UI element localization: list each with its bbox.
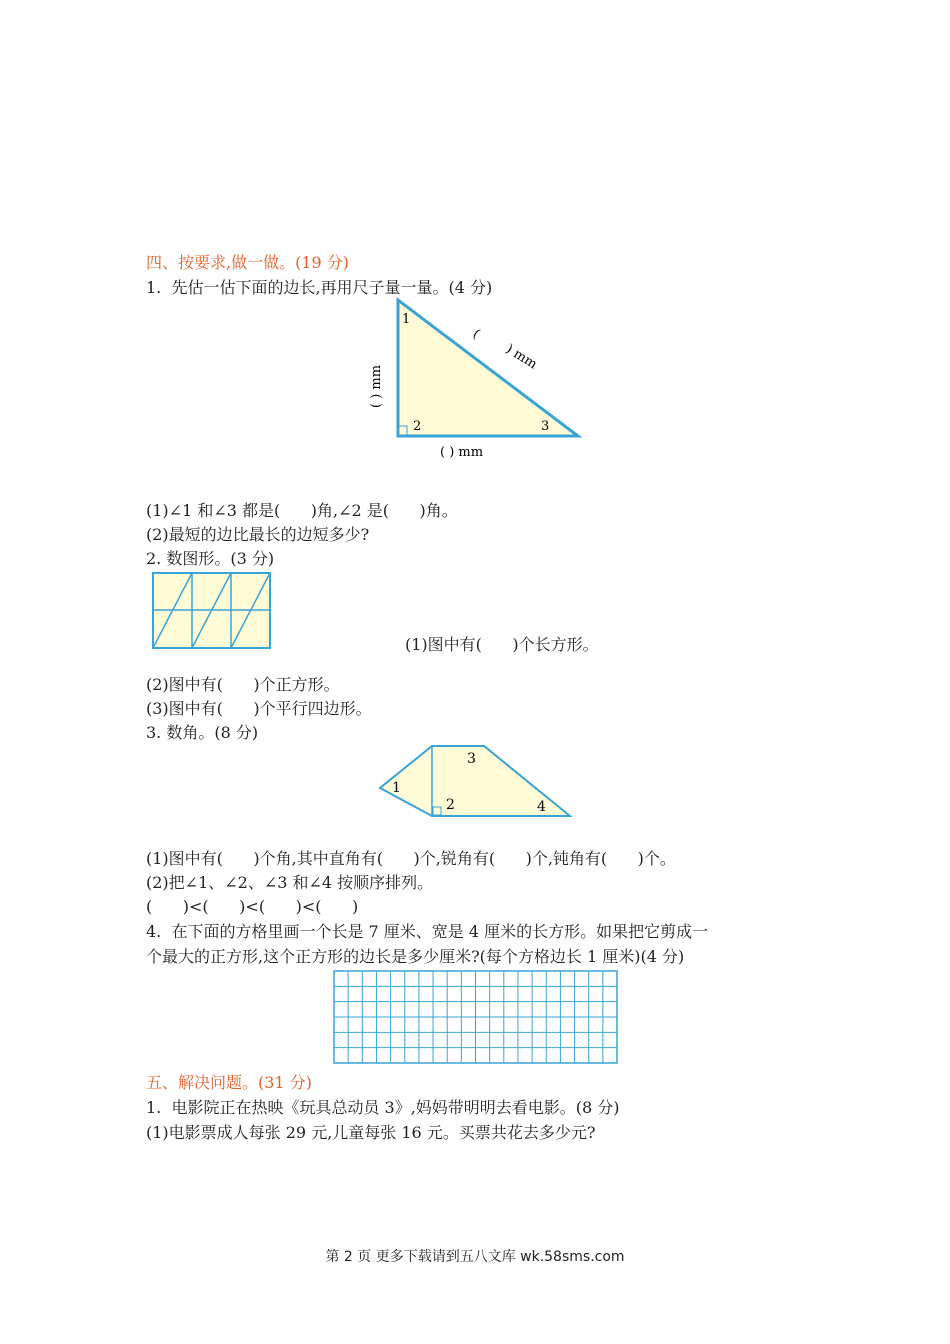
angle-1-label: 1: [402, 312, 411, 327]
q4-2-stem: 2. 数图形。(3 分): [146, 549, 275, 568]
q4-2-sub1: (1)图中有( )个长方形。: [405, 635, 599, 654]
q4-3-sub1: (1)图中有( )个角,其中直角有( )个,锐角有( )个,钝角有( )个。: [146, 849, 676, 868]
triangle-shape: [398, 300, 578, 436]
angle-4-label: 4: [537, 799, 546, 815]
q5-1-stem: 1. 电影院正在热映《玩具总动员 3》,妈妈带明明去看电影。(8 分): [146, 1098, 620, 1117]
left-side-blank: ( ) mm: [369, 364, 384, 408]
count-shapes-figure: [150, 570, 275, 652]
grid-lines: [334, 971, 617, 1063]
right-triangle-figure: [360, 296, 600, 466]
angle-2-label: 2: [446, 797, 455, 813]
q4-3-order-blanks: ( )<( )<( )<( ): [146, 897, 359, 916]
angle-1-label: 1: [392, 780, 401, 796]
section-4-title: 四、按要求,做一做。(19 分): [146, 253, 350, 272]
hypotenuse-blank-open: (: [469, 326, 483, 343]
page-footer: 第 2 页 更多下载请到五八文库 wk.58sms.com: [325, 1249, 625, 1265]
q4-4-stem-line2: 个最大的正方形,这个正方形的边长是多少厘米?(每个方格边长 1 厘米)(4 分): [146, 947, 685, 966]
angle-3-label: 3: [467, 751, 476, 767]
q4-1-stem: 1. 先估一估下面的边长,再用尺子量一量。(4 分): [146, 278, 493, 297]
angle-3-label: 3: [541, 419, 550, 434]
q4-1-sub1: (1)∠1 和∠3 都是( )角,∠2 是( )角。: [146, 501, 458, 520]
q4-4-stem-line1: 4. 在下面的方格里画一个长是 7 厘米、宽是 4 厘米的长方形。如果把它剪成一: [146, 922, 709, 941]
section-5-title: 五、解决问题。(31 分): [146, 1073, 312, 1092]
trapezoid-figure: [376, 740, 576, 820]
bottom-side-blank: ( ) mm: [440, 445, 484, 460]
angle-2-label: 2: [413, 419, 422, 434]
q4-3-sub2: (2)把∠1、∠2、∠3 和∠4 按顺序排列。: [146, 873, 434, 892]
hypotenuse-blank-close: ) mm: [502, 341, 540, 373]
q4-1-sub2: (2)最短的边比最长的边短多少?: [146, 525, 370, 544]
q5-1-sub1: (1)电影票成人每张 29 元,儿童每张 16 元。买票共花去多少元?: [146, 1123, 596, 1142]
q4-2-sub2: (2)图中有( )个正方形。: [146, 675, 340, 694]
q4-2-sub3: (3)图中有( )个平行四边形。: [146, 699, 372, 718]
square-grid[interactable]: [333, 970, 619, 1065]
q4-3-stem: 3. 数角。(8 分): [146, 723, 259, 742]
